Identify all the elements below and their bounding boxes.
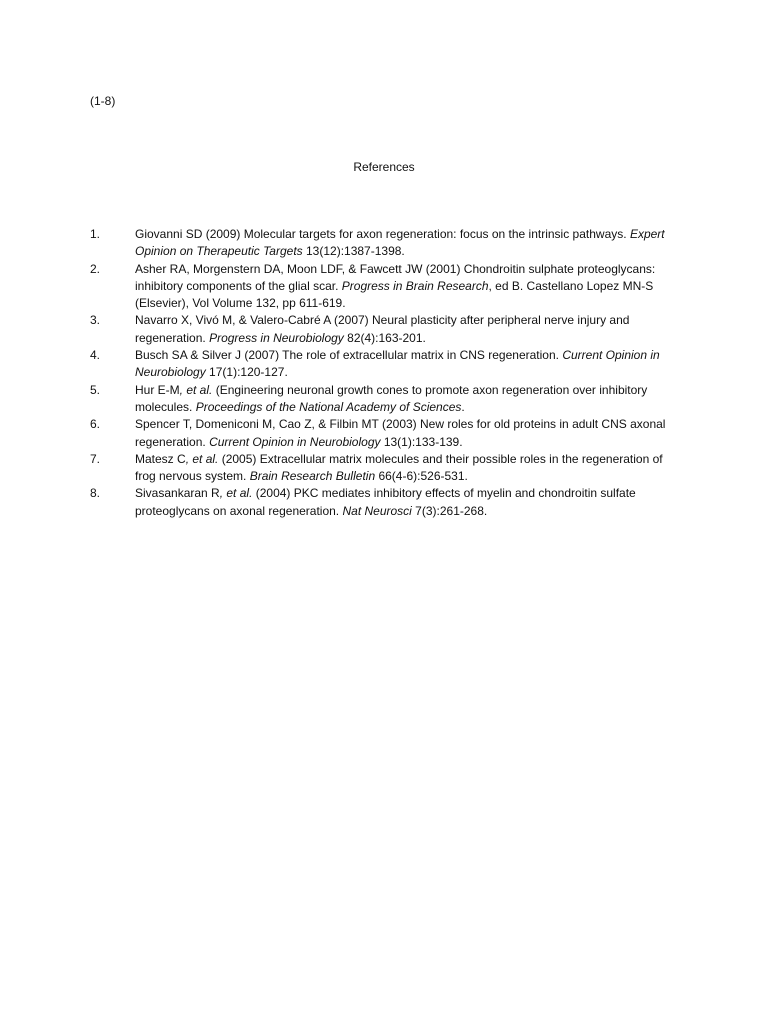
references-heading: References <box>353 160 415 174</box>
reference-number: 6. <box>90 417 101 432</box>
reference-item-7 <box>90 451 670 486</box>
reference-authors-title: Busch SA & Silver J (2007) The role of extracellular matrix in CNS regeneration. <box>135 348 563 363</box>
reference-journal: Brain Research Bulletin <box>249 469 376 484</box>
reference-journal: Nat Neurosci <box>342 503 412 518</box>
reference-item-8 <box>90 485 670 520</box>
reference-author: Sivasankaran R <box>135 486 220 501</box>
reference-citation: 17(1):120-127. <box>205 365 288 380</box>
reference-item-6 <box>90 416 670 451</box>
reference-item-1 <box>90 226 670 261</box>
reference-citation: , ed B. Castellano Lopez MN-S (Elsevier), Vol Volume 132, pp 611-619. <box>135 278 654 311</box>
reference-et-al: , et al. <box>185 451 219 466</box>
reference-title: (Engineering neuronal growth cones to promote axon regeneration over inhibitory molecules. <box>135 382 648 414</box>
reference-authors-title: Navarro X, Vivó M, & Valero-Cabré A (2007) Neural plasticity after peripheral nerve injury and regeneration. <box>135 313 630 345</box>
reference-text <box>135 416 670 451</box>
reference-et-al: , et al. <box>219 486 253 501</box>
reference-item-2 <box>90 261 670 313</box>
reference-citation: 66(4-6):526-531. <box>375 469 468 484</box>
reference-number: 3. <box>90 313 101 328</box>
reference-item-5 <box>90 382 670 417</box>
reference-citation: 7(3):261-268. <box>411 503 488 518</box>
reference-journal: Current Opinion in Neurobiology <box>209 434 381 449</box>
reference-authors-title: Spencer T, Domeniconi M, Cao Z, & Filbin MT (2003) New roles for old proteins in adult CNS axonal regeneration. <box>135 417 666 449</box>
reference-item-4 <box>90 347 670 382</box>
reference-text <box>135 226 670 261</box>
reference-number: 7. <box>90 451 101 466</box>
reference-journal: Expert Opinion on Therapeutic Targets <box>135 227 665 259</box>
reference-citation: 82(4):163-201. <box>343 330 426 345</box>
reference-journal: Current Opinion in Neurobiology <box>135 348 660 380</box>
reference-number: 2. <box>90 261 101 276</box>
reference-author: Hur E-M <box>135 382 180 397</box>
reference-text <box>135 312 670 347</box>
reference-number: 5. <box>90 382 101 397</box>
reference-journal: Proceedings of the National Academy of Sciences <box>195 399 462 414</box>
reference-et-al: , et al. <box>179 382 213 397</box>
reference-text <box>135 347 670 382</box>
reference-text <box>135 451 670 486</box>
reference-journal: Progress in Brain Research <box>341 278 489 293</box>
page-label: (1-8) <box>90 94 116 108</box>
reference-list <box>90 226 670 520</box>
reference-title: (2004) PKC mediates inhibitory effects of myelin and chondroitin sulfate proteoglycans on axonal regeneration. <box>135 486 636 518</box>
reference-authors-title: Asher RA, Morgenstern DA, Moon LDF, & Fawcett JW (2001) Chondroitin sulphate proteoglycans: inhibitory components of the glial scar. <box>135 261 656 293</box>
reference-text <box>135 261 670 313</box>
reference-citation: 13(12):1387-1398. <box>302 244 405 259</box>
reference-citation: . <box>461 399 465 414</box>
reference-authors-title: Giovanni SD (2009) Molecular targets for axon regeneration: focus on the intrinsic pathways. <box>135 227 630 241</box>
reference-text <box>135 485 670 520</box>
reference-journal: Progress in Neurobiology <box>209 330 344 345</box>
reference-text <box>135 382 670 417</box>
reference-number: 8. <box>90 486 101 501</box>
reference-number: 4. <box>90 348 101 363</box>
reference-author: Matesz C <box>135 451 186 466</box>
reference-number: 1. <box>90 227 101 241</box>
reference-item-3 <box>90 312 670 347</box>
reference-citation: 13(1):133-139. <box>380 434 463 449</box>
reference-title: (2005) Extracellular matrix molecules and their possible roles in the regeneration of frog nervous system. <box>135 451 663 484</box>
